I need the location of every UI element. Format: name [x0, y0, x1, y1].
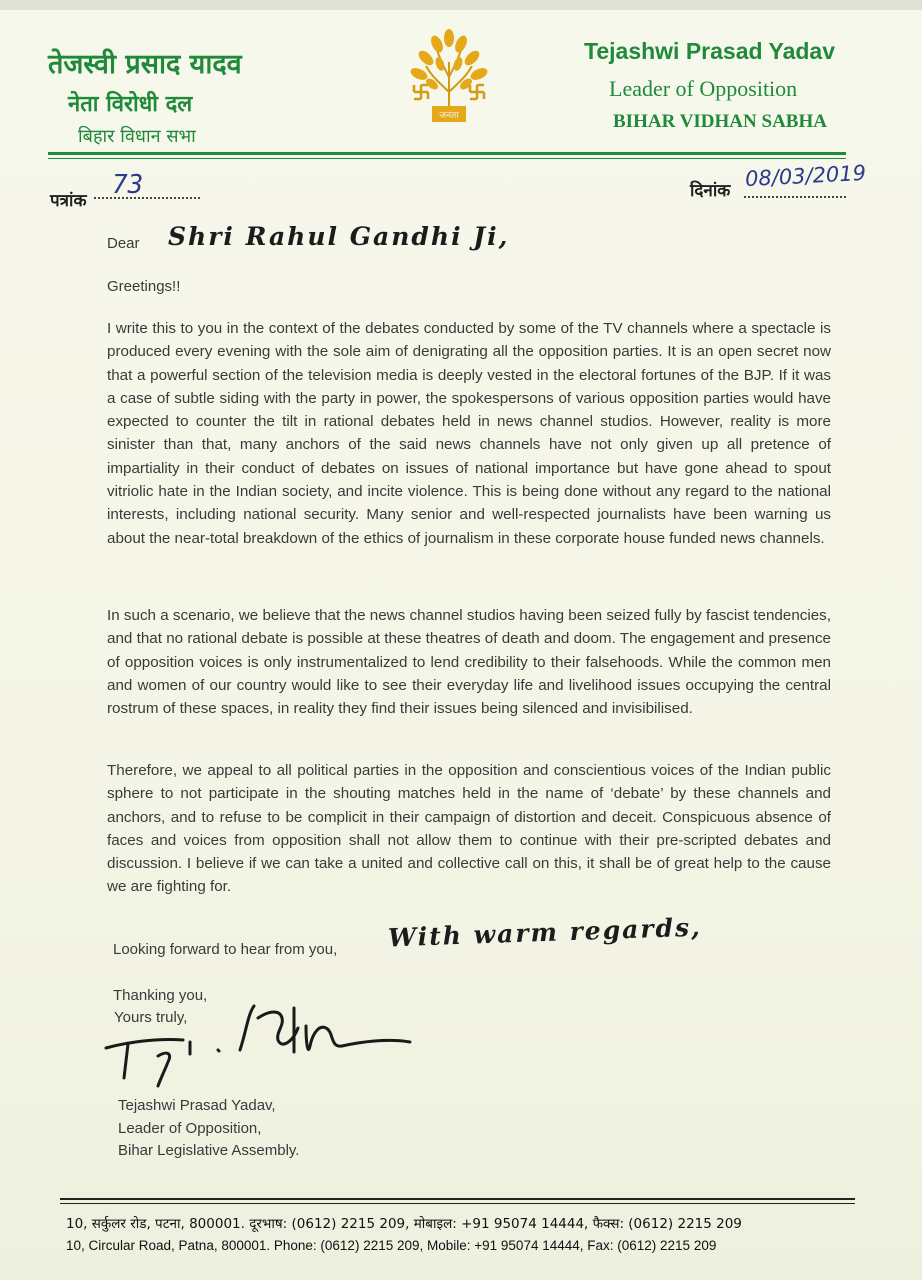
date-dotted-line: [744, 196, 846, 198]
letterhead-english-post: Leader of Opposition: [609, 76, 798, 101]
greeting: Greetings!!: [107, 278, 181, 295]
footer-divider: [60, 1198, 855, 1200]
footer-hindi-address: 10, सर्कुलर रोड, पटना, 800001. दूरभाष: (0612) 2215 209, मोबाइल: +91 95074 14444, फैक्स: (0612) 2215 209: [66, 1216, 742, 1232]
reference-label: पत्रांक: [50, 191, 87, 211]
paper-edge: [0, 0, 922, 10]
closing-line: Looking forward to hear from you,: [113, 941, 338, 958]
emblem-label: जनता: [439, 111, 459, 121]
footer-english-address: 10, Circular Road, Patna, 800001. Phone: (0612) 2215 209, Mobile: +91 95074 14444, Fax: (0612) 2215 209: [66, 1238, 717, 1253]
letterhead-divider: [48, 152, 846, 155]
body-paragraph-1: I write this to you in the context of the debates conducted by some of the TV channels where a spectacle is produced every evening with the sole aim of denigrating all the opposition parties. It is an open secret now that a powerful section of the television media is deeply vested in the electoral fortunes of the BJP. If it was a case of subtle siding with the party in power, the spokespersons of various opposition parties would have expected to counter the tilt in rational debates held in news channel studios. However, reality is more sinister than that, many anchors of the said news channels have not only given up all pretence of impartiality in their conduct of debates on issues of national importance but have gone ahead to spout vitriolic hate in the Indian society, and incite violence. This is being done without any regard to the national interests, including national security. Many senior and well-respected journalists have been warning us about the near-total breakdown of the ethics of journalism in these corporate house funded news channels.: [107, 320, 831, 547]
signatory-post: Leader of Opposition,: [118, 1120, 262, 1137]
footer-divider-thin: [60, 1203, 855, 1204]
body-paragraph-3: Therefore, we appeal to all political parties in the opposition and conscientious voices of the Indian public sphere to not participate in the shouting matches held in the name of ‘debate’ by these channels and anchors, and to refuse to be complicit in their campaign of distortion and deceit. Conspicuous absence of faces and voices from opposition shall not allow them to continue with their pre-scripted debates and discussion. I believe if we can take a united and collective call on this, it shall be of great help to the cause we are fighting for.: [107, 762, 831, 896]
reference-number: 73: [112, 170, 144, 200]
letterhead-english-name: Tejashwi Prasad Yadav: [584, 38, 836, 64]
letterhead-hindi-post: नेता विरोधी दल: [68, 92, 193, 117]
letterhead-divider-thin: [48, 158, 846, 159]
party-emblem-icon: [404, 22, 494, 132]
letterhead-hindi-assembly: बिहार विधान सभा: [78, 126, 196, 147]
signatory-name: Tejashwi Prasad Yadav,: [118, 1097, 276, 1114]
addressee-handwritten: Shri Rahul Gandhi Ji,: [168, 222, 510, 251]
letterhead-hindi-name: तेजस्वी प्रसाद यादव: [48, 49, 242, 80]
salutation-dear: Dear: [107, 235, 140, 252]
handwritten-signature: [98, 980, 418, 1090]
thanking-line: Thanking you,: [113, 987, 208, 1004]
reference-dotted-line: [94, 197, 200, 199]
signatory-assembly: Bihar Legislative Assembly.: [118, 1142, 300, 1159]
yours-truly-line: Yours truly,: [114, 1009, 188, 1026]
letterhead-english-assembly: BIHAR VIDHAN SABHA: [613, 111, 827, 132]
date-value: 08/03/2019: [744, 160, 867, 192]
body-paragraph-2: In such a scenario, we believe that the news channel studios having been seized fully by fascist tendencies, and that no rational debate is possible at these theatres of death and doom. The engagement and presence of opposition voices is only instrumentalized to lend credibility to their falsehoods. While the common men and women of our country would like to see their everyday life and livelihood issues occupying the central rostrum of these spaces, in reality they find their issues being silenced and invisibilised.: [107, 607, 831, 718]
handwritten-regards: With warm regards,: [387, 912, 703, 953]
date-label: दिनांक: [690, 181, 731, 201]
